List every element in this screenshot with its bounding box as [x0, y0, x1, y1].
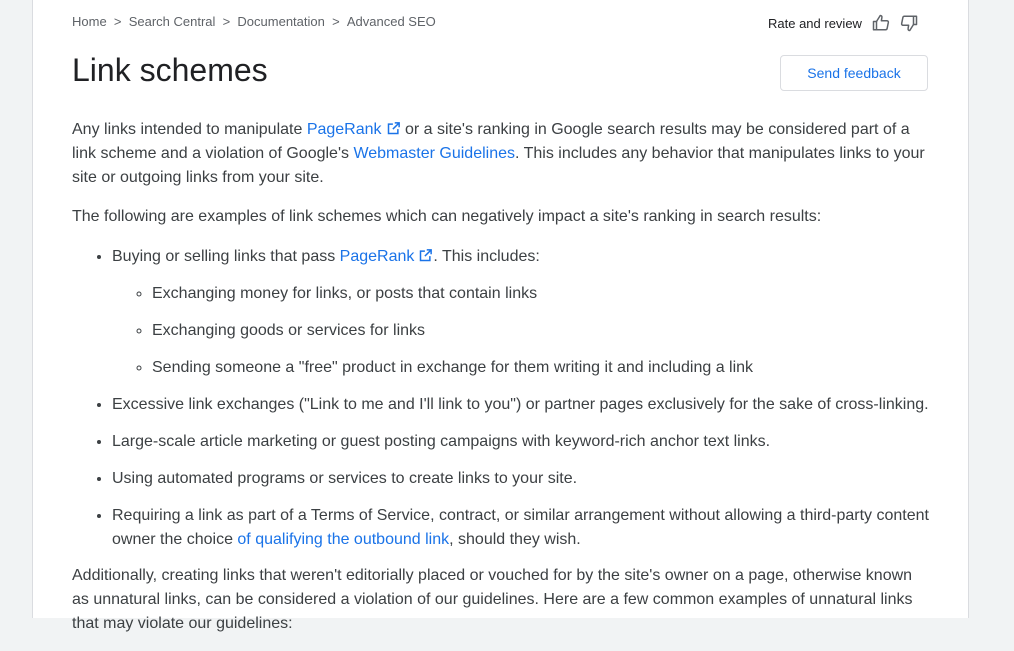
list-item: • Large-scale article marketing or guest posting campaigns with keyword-rich anchor text links.	[112, 429, 932, 454]
page-title: Link schemes	[72, 52, 268, 88]
list-item	[112, 244, 932, 380]
breadcrumb-advanced-seo[interactable]: Advanced SEO	[346, 14, 436, 29]
intro-text-3: . This includes any behavior that manipulates links to your site or outgoing links from your site.	[72, 145, 925, 186]
breadcrumb-documentation[interactable]: Documentation	[237, 14, 325, 29]
list-item-text: , should they wish.	[449, 531, 581, 548]
intro-text-1: Any links intended to manipulate	[72, 121, 307, 138]
thumb-down-icon[interactable]	[900, 14, 918, 32]
article-body	[72, 118, 932, 651]
qualifying-outbound-link[interactable]: of qualifying the outbound link	[237, 531, 450, 548]
examples-intro: The following are examples of link schemes which can negatively impact a site's ranking in search results:	[72, 208, 822, 225]
send-feedback-button[interactable]: Send feedback	[780, 55, 928, 91]
closing-paragraph: Additionally, creating links that weren't editorially placed or vouched for by the site's owner on a page, otherwise known as unnatural links, can be considered a violation of our guidelines. Here are a few common examples of unnatural links that may violate our guidelines:	[72, 567, 913, 632]
chevron-right-icon: >	[332, 14, 340, 29]
doc-page	[32, 0, 969, 632]
sub-list-item: ◦ Exchanging money for links, or posts that contain links	[152, 281, 932, 306]
list-item	[112, 503, 932, 552]
rate-and-review	[768, 14, 918, 32]
chevron-right-icon: >	[222, 14, 231, 29]
sub-list	[112, 281, 932, 380]
list-item: • Using automated programs or services to create links to your site.	[112, 466, 932, 491]
chevron-right-icon: >	[113, 14, 122, 29]
pagerank-link-2[interactable]: PageRank	[339, 248, 415, 265]
list-item-text: . This includes:	[433, 248, 540, 265]
thumb-up-icon[interactable]	[872, 14, 890, 32]
external-link-icon[interactable]	[386, 120, 401, 135]
list-item-text: Requiring a link as part of a Terms of Service, contract, or similar arrangement without allowing a third-party content owner the choice	[112, 507, 929, 548]
breadcrumb	[72, 14, 436, 29]
webmaster-guidelines-link[interactable]: Webmaster Guidelines	[353, 145, 515, 162]
intro-paragraph	[72, 118, 932, 190]
link-scheme-list	[72, 244, 932, 552]
external-link-icon[interactable]	[418, 247, 433, 262]
rate-label: Rate and review	[768, 15, 862, 31]
list-item: • Excessive link exchanges ("Link to me and I'll link to you") or partner pages exclusively for the sake of cross-linking.	[112, 392, 932, 417]
breadcrumb-search-central[interactable]: Search Central	[128, 14, 216, 29]
sub-list-item: ◦ Exchanging goods or services for links	[152, 318, 932, 343]
list-item-text: Buying or selling links that pass	[112, 248, 340, 265]
breadcrumb-home[interactable]: Home	[72, 14, 107, 29]
pagerank-link[interactable]: PageRank	[306, 121, 382, 138]
sub-list-item: ◦ Sending someone a "free" product in exchange for them writing it and including a link	[152, 355, 932, 380]
intro-text-2: or a site's ranking in Google search results may be considered part of a link scheme and a violation of Google's	[72, 121, 910, 162]
